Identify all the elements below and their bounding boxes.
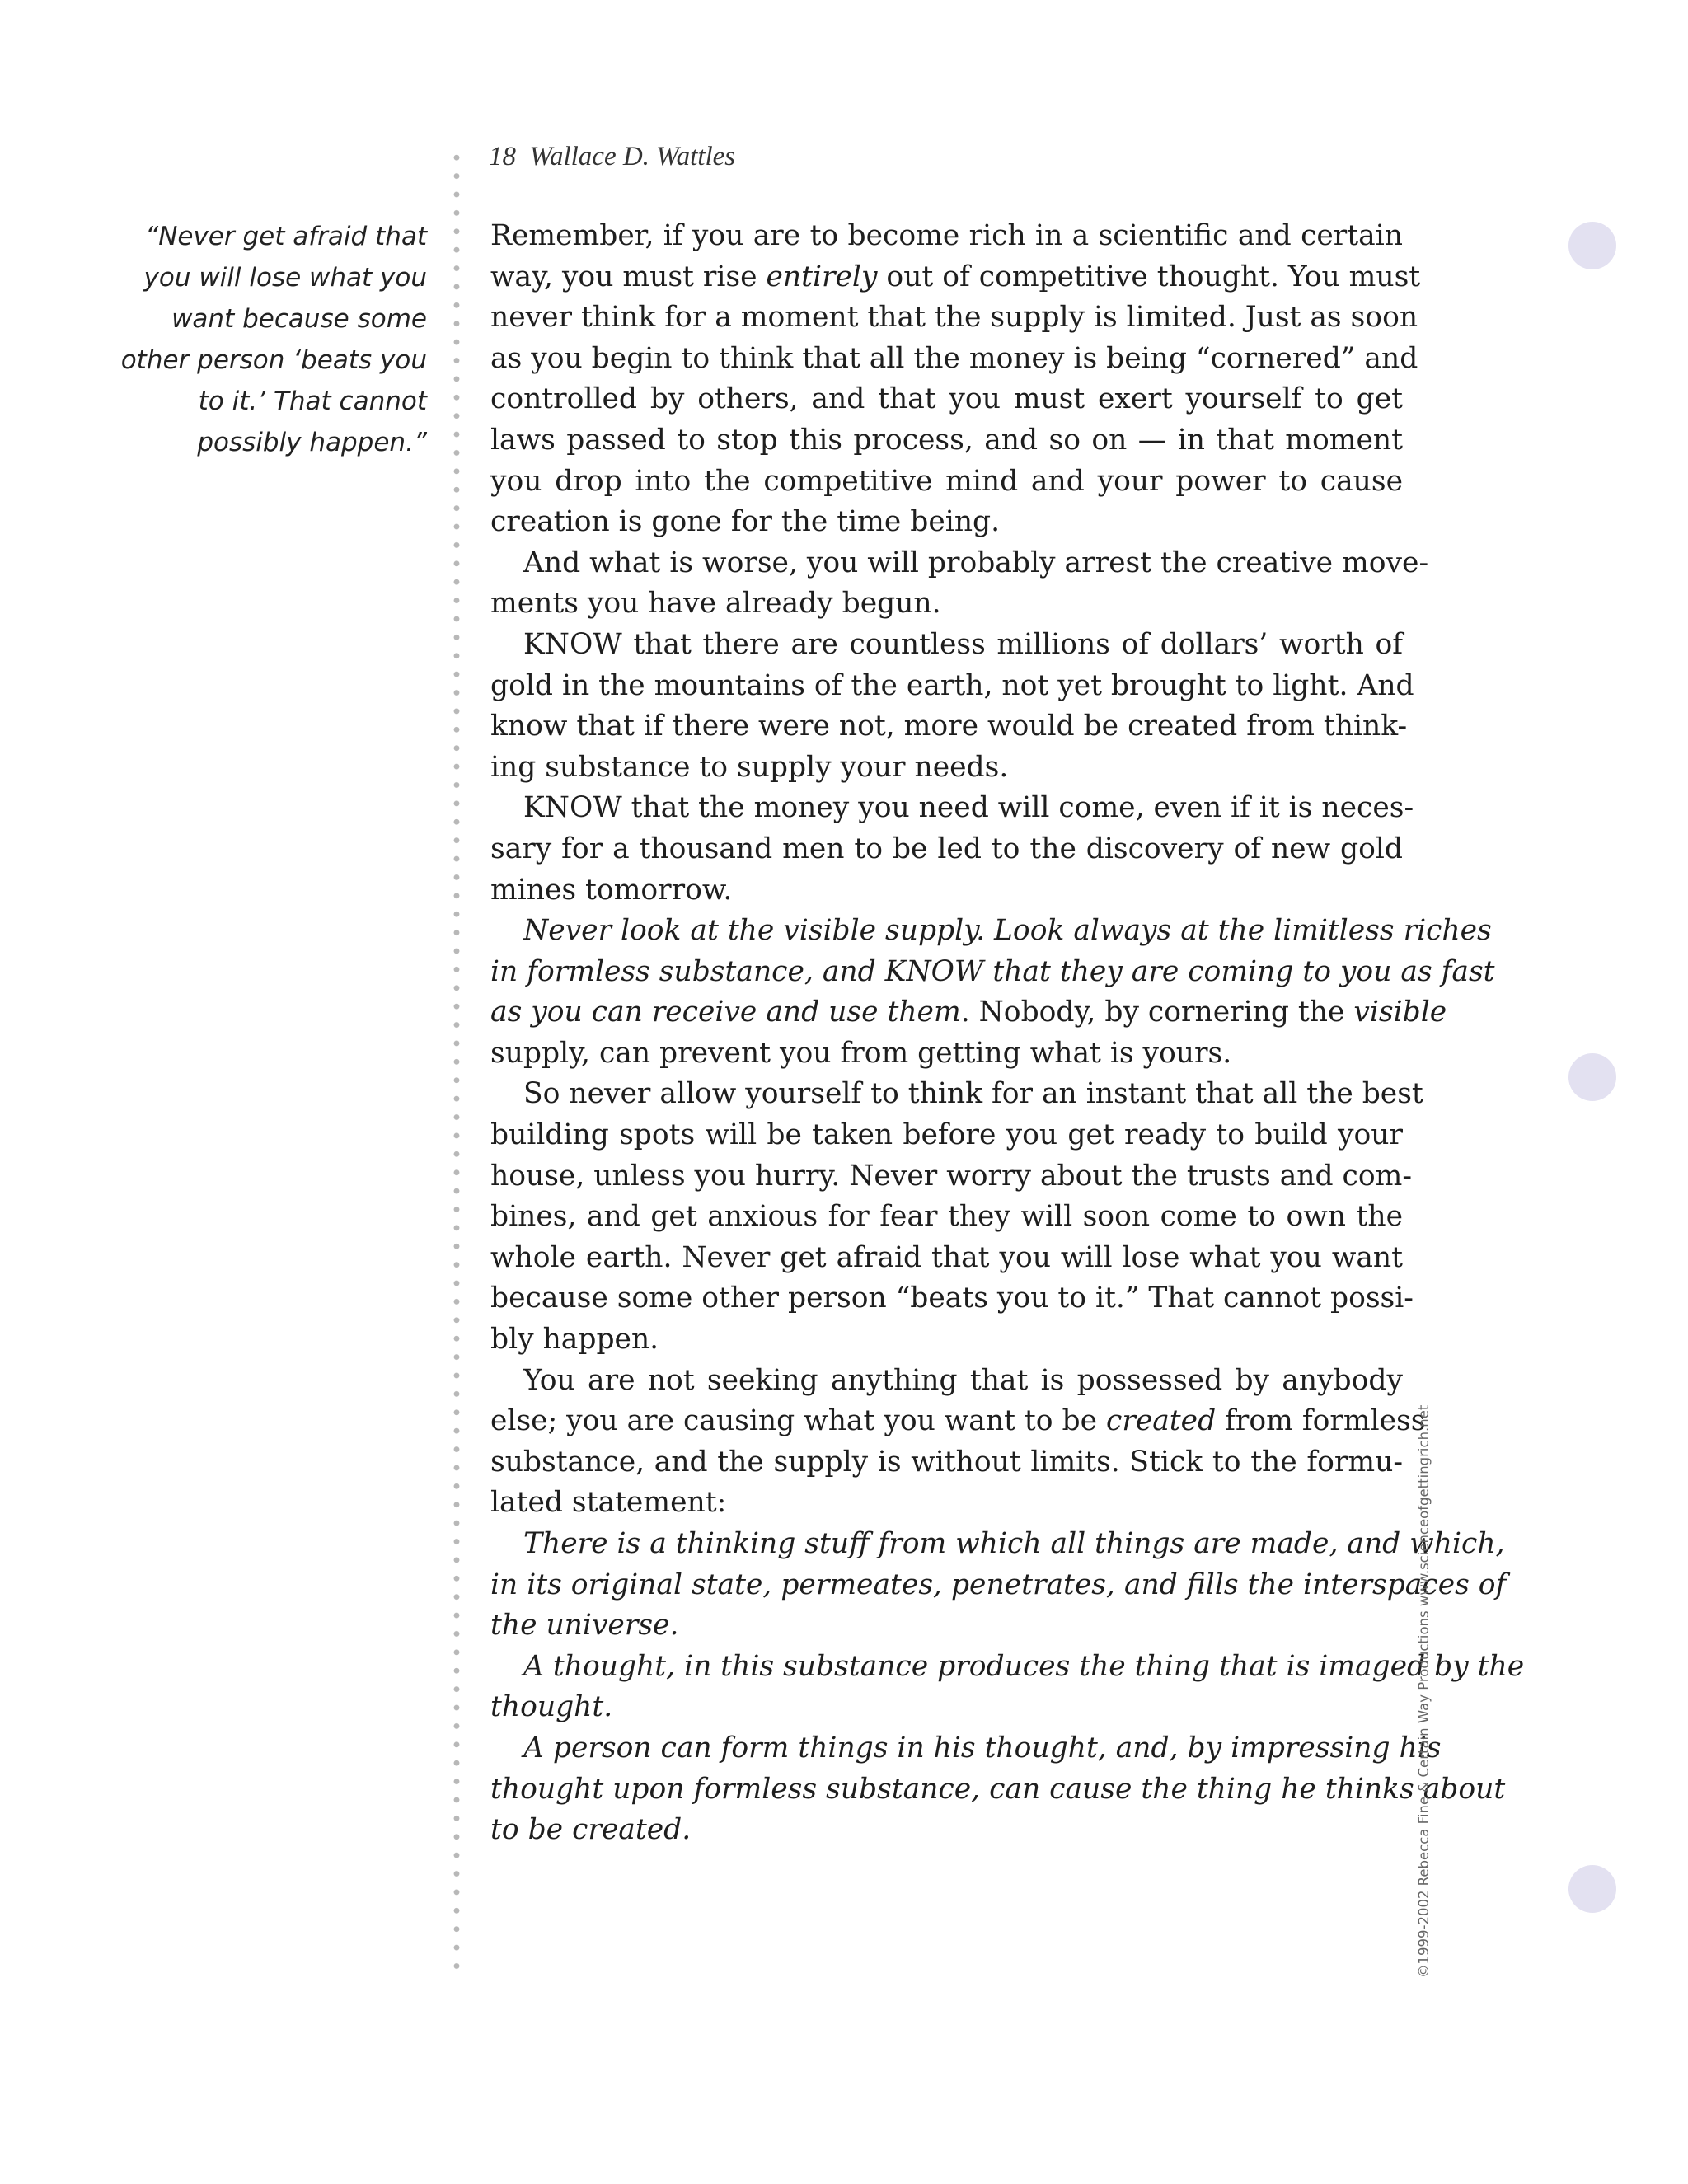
body-line: Remember, if you are to become rich in a scientific and certain bbox=[490, 219, 1403, 252]
body-line bbox=[490, 257, 1421, 298]
pull-quote-line: possibly happen.” bbox=[197, 428, 427, 457]
body-line: controlled by others, and that you must exert yourself to get bbox=[490, 382, 1403, 416]
binder-hole bbox=[1568, 222, 1616, 269]
body-line: house, unless you hurry. Never worry about the trusts and com- bbox=[490, 1159, 1413, 1193]
pull-quote-line: want because some bbox=[171, 304, 427, 334]
body-line: You are not seeking anything that is possessed by anybody bbox=[523, 1363, 1403, 1397]
dotted-margin-rule bbox=[452, 148, 462, 1970]
body-line: thought upon formless substance, can cause the thing he thinks about bbox=[490, 1772, 1506, 1806]
body-line: you drop into the competitive mind and your power to cause bbox=[490, 464, 1403, 498]
text-run: from formless bbox=[1216, 1404, 1426, 1438]
emphasis-run: created bbox=[1106, 1404, 1217, 1438]
body-line: thought. bbox=[490, 1690, 613, 1724]
emphasis-run: as you can receive and use them bbox=[490, 996, 961, 1029]
body-line: bines, and get anxious for fear they will soon come to own the bbox=[490, 1200, 1403, 1234]
body-line: never think for a moment that the supply is limited. Just as soon bbox=[490, 301, 1418, 335]
body-line: creation is gone for the time being. bbox=[490, 505, 1001, 539]
pull-quote bbox=[91, 216, 427, 463]
body-line bbox=[490, 992, 1447, 1033]
body-line: in its original state, permeates, penetrates, and fills the interspaces of bbox=[490, 1568, 1507, 1601]
body-line bbox=[490, 1401, 1426, 1442]
body-line: A thought, in this substance produces the thing that is imaged by the bbox=[523, 1649, 1525, 1683]
binder-hole bbox=[1568, 1865, 1616, 1913]
running-head bbox=[489, 142, 735, 172]
body-line: gold in the mountains of the earth, not yet brought to light. And bbox=[490, 668, 1414, 702]
body-line: because some other person “beats you to it.” That cannot possi- bbox=[490, 1282, 1414, 1315]
body-line: as you begin to think that all the money is being “cornered” and bbox=[490, 341, 1418, 375]
body-line: ing substance to supply your needs. bbox=[490, 750, 1009, 784]
body-line: lated statement: bbox=[490, 1486, 727, 1520]
pull-quote-line: other person ‘beats you bbox=[120, 345, 427, 375]
author-name: Wallace D. Wattles bbox=[529, 142, 736, 171]
body-line: whole earth. Never get afraid that you will lose what you want bbox=[490, 1240, 1403, 1274]
body-line: KNOW that there are countless millions of dollars’ worth of bbox=[523, 627, 1403, 661]
pull-quote-line: to it.’ That cannot bbox=[198, 387, 427, 416]
binder-hole bbox=[1568, 1053, 1616, 1101]
body-line: ments you have already begun. bbox=[490, 587, 941, 621]
body-line: sary for a thousand men to be led to the discovery of new gold bbox=[490, 832, 1403, 865]
pull-quote-line: “Never get afraid that bbox=[145, 222, 427, 251]
body-line: to be created. bbox=[490, 1813, 692, 1847]
pull-quote-line: you will lose what you bbox=[143, 263, 427, 293]
body-line: in formless substance, and KNOW that they are coming to you as fast bbox=[490, 954, 1495, 988]
emphasis-run: visible bbox=[1353, 996, 1447, 1029]
body-line: So never allow yourself to think for an instant that all the best bbox=[523, 1077, 1423, 1111]
body-line: And what is worse, you will probably arrest the creative move- bbox=[523, 546, 1429, 579]
text-run: way, you must rise bbox=[490, 260, 767, 293]
body-line: supply, can prevent you from getting what is yours. bbox=[490, 1036, 1232, 1070]
text-run: else; you are causing what you want to be bbox=[490, 1404, 1106, 1438]
body-line: building spots will be taken before you get ready to build your bbox=[490, 1118, 1403, 1152]
body-line: There is a thinking stuff from which all things are made, and which, bbox=[523, 1527, 1505, 1560]
body-line: laws passed to stop this process, and so on — in that moment bbox=[490, 423, 1403, 457]
body-line: Never look at the visible supply. Look always at the limitless riches bbox=[523, 914, 1492, 948]
body-line: KNOW that the money you need will come, even if it is neces- bbox=[523, 791, 1414, 825]
body-line: mines tomorrow. bbox=[490, 873, 733, 907]
body-line: know that if there were not, more would be created from think- bbox=[490, 710, 1408, 743]
emphasis-run: entirely bbox=[766, 260, 878, 293]
page-number: 18 bbox=[489, 142, 516, 171]
body-line: bly happen. bbox=[490, 1323, 659, 1357]
text-run: . Nobody, by cornering the bbox=[960, 996, 1354, 1029]
copyright-notice: ©1999-2002 Rebecca Fine & Certain Way Productions www.scienceofgettingrich.net bbox=[1416, 1404, 1432, 1978]
body-line: substance, and the supply is without limits. Stick to the formu- bbox=[490, 1445, 1403, 1479]
body-line: the universe. bbox=[490, 1609, 679, 1643]
text-run: out of competitive thought. You must bbox=[877, 260, 1421, 293]
body-line: A person can form things in his thought, and, by impressing his bbox=[523, 1731, 1442, 1765]
